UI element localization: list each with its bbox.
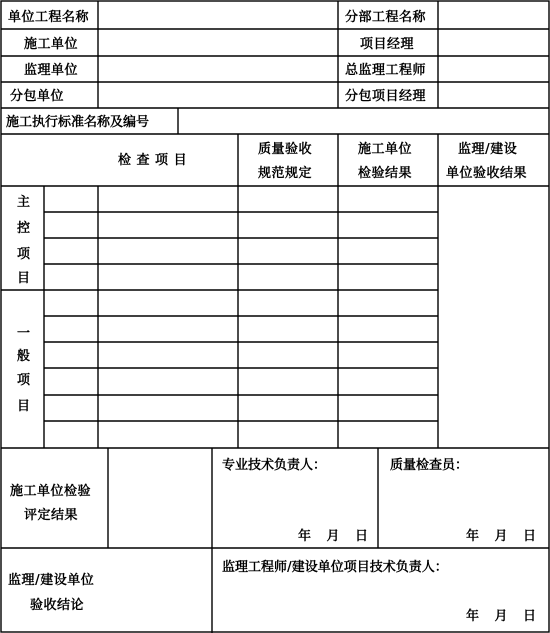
label-construction-unit: 施工单位	[24, 37, 79, 52]
column-supervision-result-line1: 监理/建设	[458, 142, 518, 157]
column-construction-result-line2: 检验结果	[358, 166, 413, 181]
evaluation-date-right: 年 月 日	[466, 529, 537, 544]
group-main-control-char: 主	[17, 195, 31, 210]
evaluation-date-left: 年 月 日	[298, 529, 369, 544]
label-standard-name: 施工执行标准名称及编号	[6, 115, 150, 130]
conclusion-date: 年 月 日	[466, 609, 537, 624]
conclusion-label-line2: 验收结论	[30, 598, 85, 613]
group-general-char: 项	[17, 373, 31, 388]
label-subcontract-unit: 分包单位	[10, 89, 65, 104]
label-chief-supervisor: 总监理工程师	[345, 63, 427, 78]
evaluation-tech-lead-label: 专业技术负责人：	[222, 458, 327, 473]
conclusion-signer-label: 监理工程师/建设单位项目技术负责人：	[222, 560, 448, 575]
group-main-control-char: 控	[17, 221, 31, 236]
column-inspection-item: 检 查 项 目	[118, 153, 188, 168]
label-subcontract-pm: 分包项目经理	[345, 89, 427, 104]
column-supervision-result-line2: 单位验收结果	[446, 166, 528, 181]
label-project-manager: 项目经理	[360, 37, 415, 52]
evaluation-label-line1: 施工单位检验	[10, 484, 92, 499]
conclusion-label-line1: 监理/建设单位	[8, 573, 95, 588]
evaluation-quality-inspector-label: 质量检查员：	[390, 458, 469, 473]
group-general-char: 一	[17, 326, 31, 341]
group-general-char: 般	[17, 349, 31, 364]
label-sub-project-name: 分部工程名称	[345, 10, 427, 25]
group-general-char: 目	[17, 399, 31, 414]
column-quality-spec-line1: 质量验收	[258, 142, 313, 157]
label-supervision-unit: 监理单位	[24, 63, 79, 78]
evaluation-label-line2: 评定结果	[24, 508, 79, 523]
label-unit-project-name: 单位工程名称	[8, 10, 90, 25]
column-quality-spec-line2: 规范规定	[258, 166, 313, 181]
column-construction-result-line1: 施工单位	[358, 142, 413, 157]
group-main-control-char: 目	[17, 271, 31, 286]
group-main-control-char: 项	[17, 247, 31, 262]
